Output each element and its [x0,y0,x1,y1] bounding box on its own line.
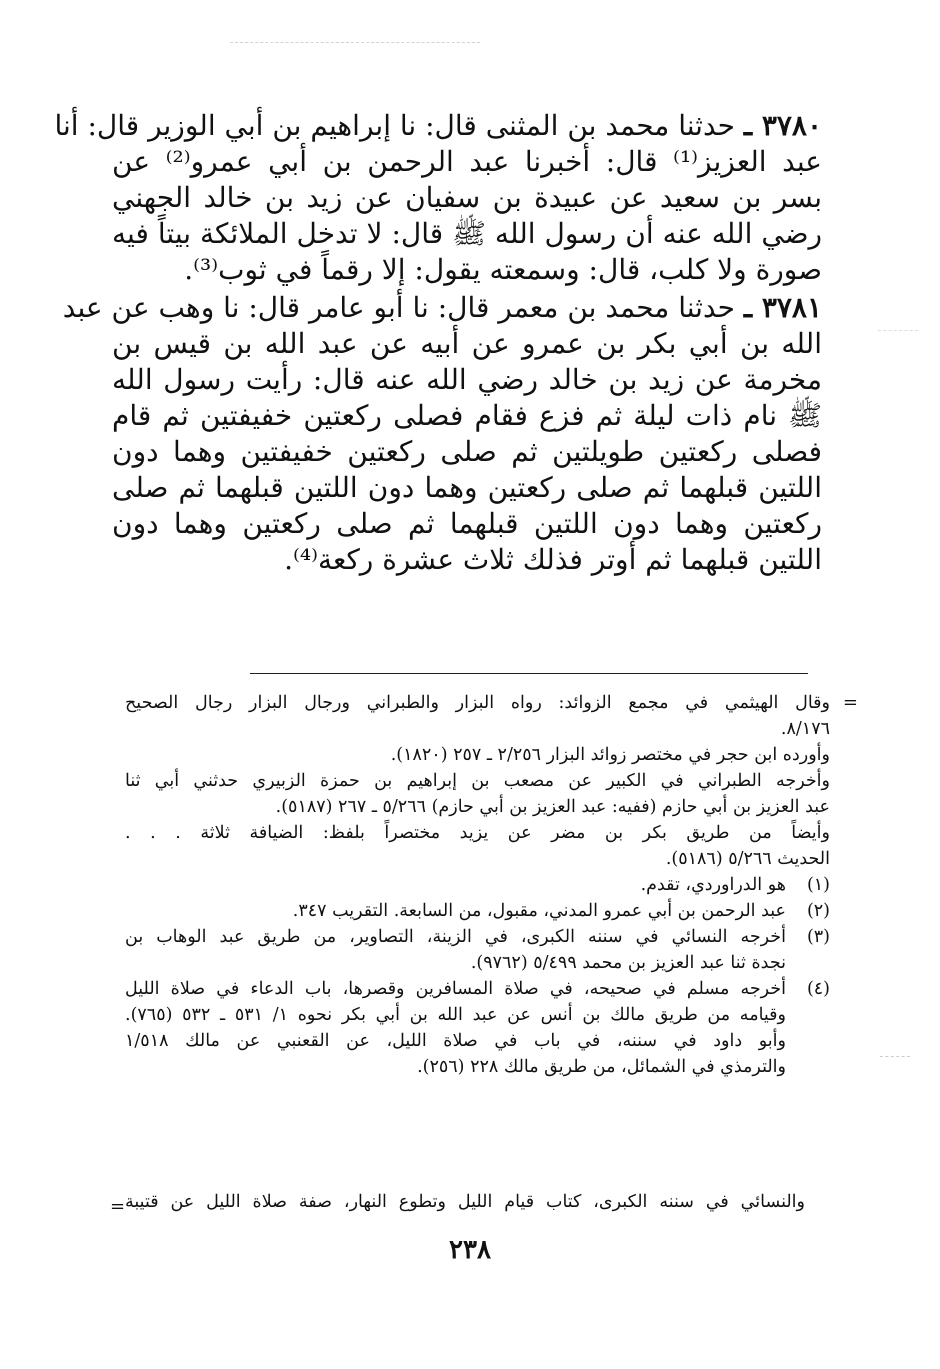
footnote-number: (١) [806,875,830,895]
main-text [54,108,823,602]
hadith-line: بسر بن سعيد عن عبيدة بن سفيان عن زيد بن خالد الجهني [112,181,822,214]
hadith-line: اللتين قبلهما ثم صلى ركعتين وهما دون اللتين قبلهما ثم صلى [112,471,822,504]
footnote-4 [125,976,830,1080]
footnote-1 [125,872,830,898]
continuation-mark: = [110,1196,126,1217]
page-number: ٢٣٨ [449,1235,491,1265]
hadith-line: فصلى ركعتين طويلتين ثم صلى ركعتين خفيفتين وهما دون [112,435,822,468]
hadith-number: ٣٧٨٠ ـ [743,109,822,142]
hadith-line: اللتين قبلهما ثم أوتر فذلك ثلاث عشرة ركعة⁽⁴⁾. [284,543,822,576]
scan-artifact [880,1056,910,1057]
footnote-continuation-line: وأخرجه الطبراني في الكبير عن مصعب بن إبراهيم بن حمزة الزبيري حدثني أبي ثنا [125,771,830,791]
footnote-number: (٣) [806,927,830,947]
footnote-continuation-line: وأورده ابن حجر في مختصر زوائد البزار ٢/٢٥٦ ـ ٢٥٧ (١٨٢٠). [390,745,830,765]
footnote-line: أخرجه مسلم في صحيحه، في صلاة المسافرين وقصرها، باب الدعاء في صلاة الليل [125,979,786,999]
footnote-line: وأبو داود في سننه، في باب في صلاة الليل، عن القعنبي عن مالك ١/٥١٨ [125,1031,786,1051]
footnote-continuation-line: الحديث ٥/٢٦٦ (٥١٨٦). [665,849,830,869]
hadith-number: ٣٧٨١ ـ [743,291,822,324]
hadith-line: رضي الله عنه أن رسول الله ﷺ قال: لا تدخل الملائكة بيتاً فيه [112,217,822,250]
hadith-line: صورة ولا كلب، قال: وسمعته يقول: إلا رقماً في ثوب⁽³⁾. [184,253,822,286]
hadith-line: ركعتين وهما دون اللتين قبلهما ثم صلى ركعتين وهما دون [112,507,822,540]
footnote-number: (٢) [806,901,830,921]
hadith-line: الله بن أبي بكر بن عمرو عن أبيه عن عبد الله بن قيس بن [112,327,822,360]
hadith-3780 [54,108,823,290]
footnote-divider [250,673,808,674]
footnote-line: والترمذي في الشمائل، من طريق مالك ٢٢٨ (٢٥٦). [417,1057,786,1077]
scan-artifact [878,330,918,331]
footnote-3 [125,924,830,976]
footnote-continuation-line: وأيضاً من طريق بكر بن مضر عن يزيد مختصراً بلفظ: الضيافة ثلاثة . . . [125,823,830,843]
footnote-line: وقيامه من طريق مالك بن أنس عن عبد الله بن أبي بكر نحوه ١/ ٥٣١ ـ ٥٣٢ (٧٦٥). [125,1005,786,1025]
scan-artifact [230,42,480,45]
footnote-continuation-line: عبد العزيز بن أبي حازم (ففيه: عبد العزيز بن أبي حازم) ٥/٢٦٦ ـ ٢٦٧ (٥١٨٧). [275,797,830,817]
footnote-continuation-line: ٨/١٧٦. [780,719,830,739]
footnote-continuation-line: وقال الهيثمي في مجمع الزوائد: رواه البزار والطبراني ورجال البزار رجال الصحيح [125,693,830,713]
hadith-line: عبد العزيز⁽¹⁾ قال: أخبرنا عبد الرحمن بن أبي عمرو⁽²⁾ عن [112,145,823,178]
footnote-line: نجدة ثنا عبد العزيز بن محمد ٥/٤٩٩ (٩٧٦٢). [470,953,786,973]
continuation-mark: = [842,692,858,713]
hadith-line: ٣٧٨٠ ـ حدثنا محمد بن المثنى قال: نا إبراهيم بن أبي الوزير قال: أنا [54,109,822,142]
footnote-line: هو الدراوردي، تقدم. [640,875,786,895]
hadith-line: ٣٧٨١ ـ حدثنا محمد بن معمر قال: نا أبو عامر قال: نا وهب عن عبد [62,291,822,324]
footnote-2 [125,898,830,924]
footnote-line: أخرجه النسائي في سننه الكبرى، في الزينة، التصاوير، من طريق عبد الوهاب بن [125,927,786,947]
hadith-line: مخرمة عن زيد بن خالد رضي الله عنه قال: رأيت رسول الله [112,363,823,396]
footnote-line: والنسائي في سننه الكبرى، كتاب قيام الليل وتطوع النهار، صفة صلاة الليل عن قتيبة [125,1192,805,1212]
footnote-number: (٤) [806,979,830,999]
footnotes [125,690,858,1080]
footnote-line: عبد الرحمن بن أبي عمرو المدني، مقبول، من السابعة. التقريب ٣٤٧. [292,901,786,921]
hadith-line: ﷺ نام ذات ليلة ثم فزع فقام فصلى ركعتين خفيفتين ثم قام [112,399,822,432]
hadith-3781 [62,290,823,602]
